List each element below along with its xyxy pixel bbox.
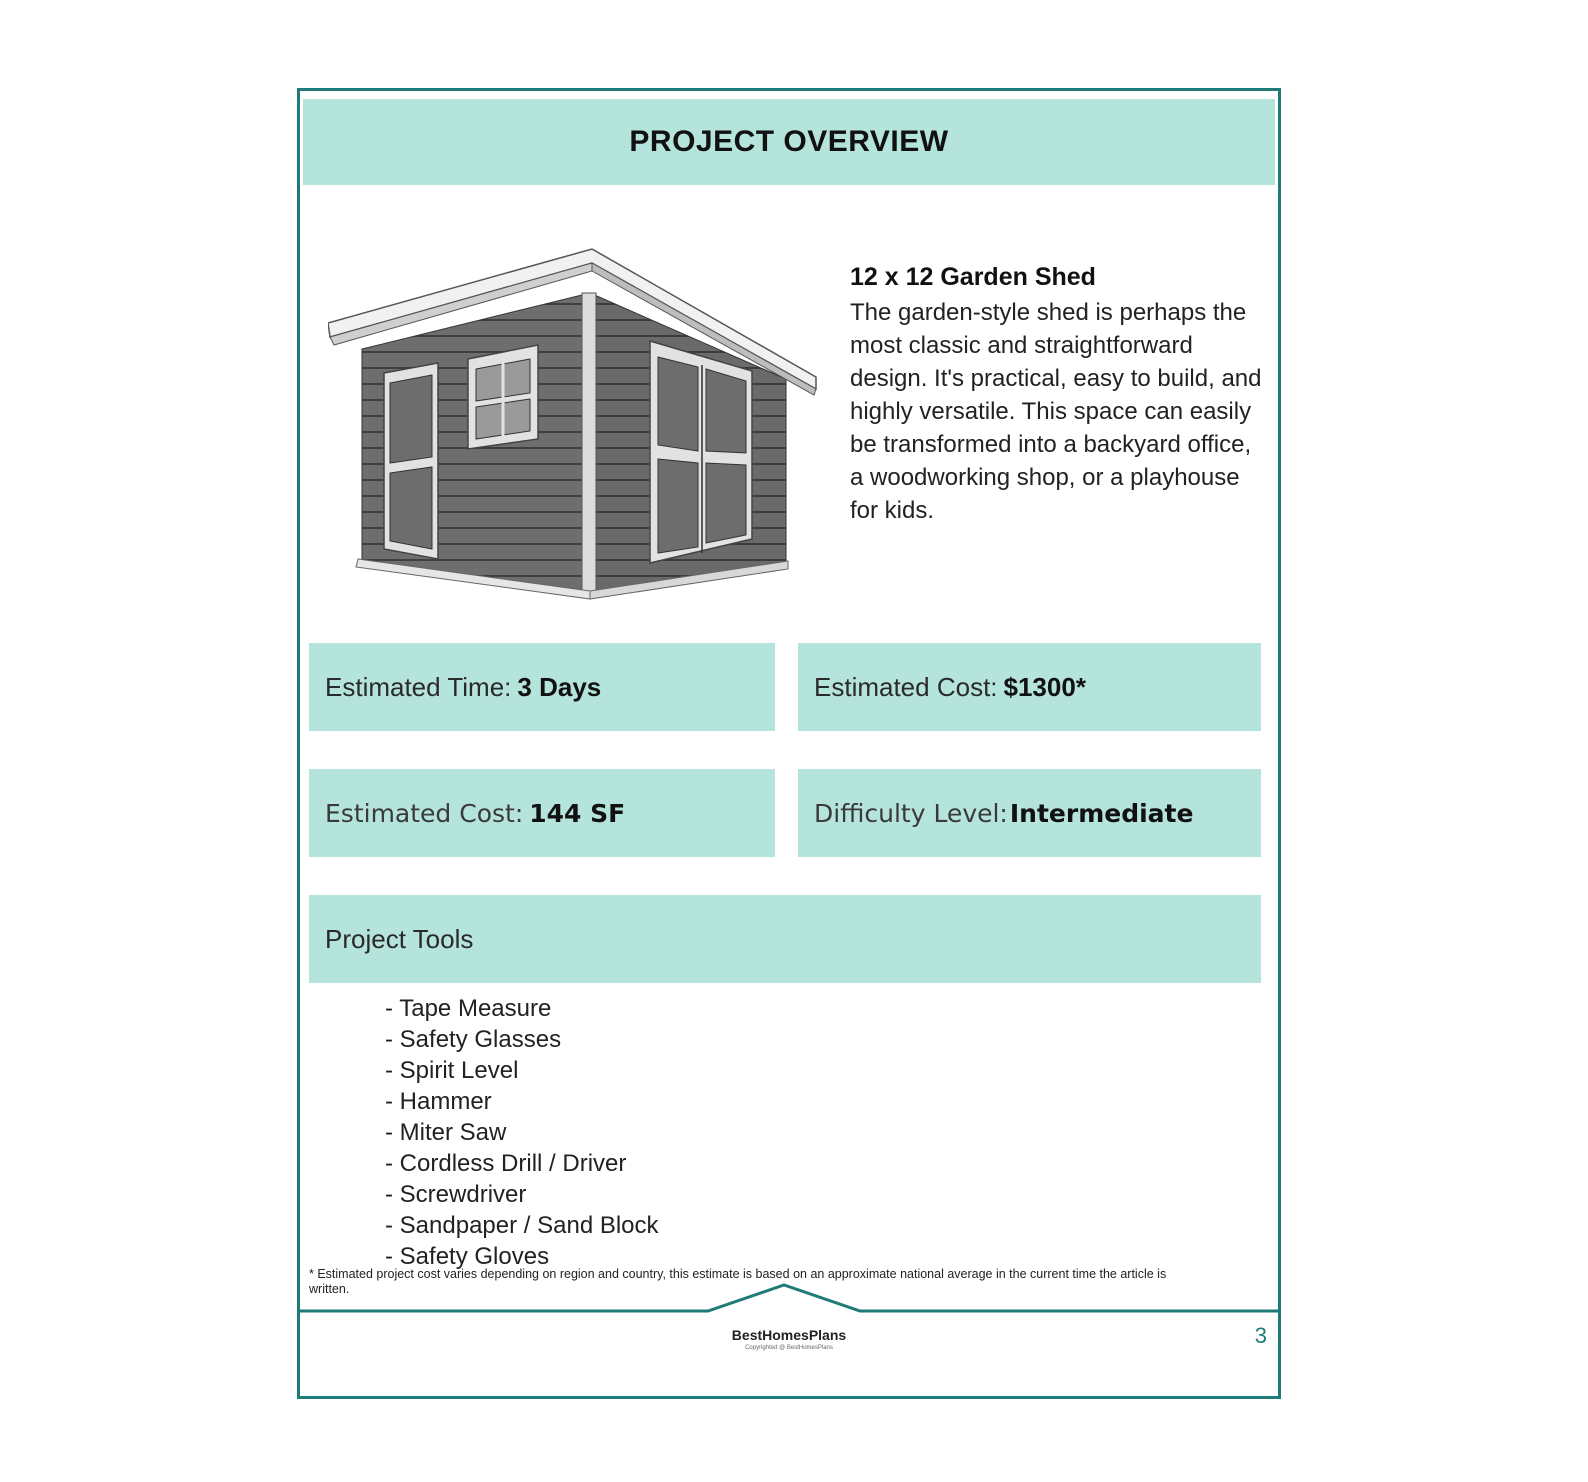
- stat-label: Estimated Cost:: [325, 798, 524, 828]
- brand-logo-text: BestHomesPlans: [731, 1327, 847, 1343]
- estimated-area-box: [309, 769, 775, 857]
- list-item: - Safety Glasses: [385, 1024, 659, 1055]
- page-title: PROJECT OVERVIEW: [629, 125, 949, 158]
- stat-value: $1300*: [1003, 671, 1086, 702]
- project-summary: The garden-style shed is perhaps the most classic and straightforward design. It's practical, easy to build, and highly versatile. This space can easily be transformed into a backyard office, a woodworking shop, or a playhouse for kids.: [850, 299, 1262, 524]
- stat-value: Intermediate: [1009, 798, 1194, 828]
- tools-list: [385, 993, 659, 1272]
- header-banner: [303, 99, 1275, 185]
- document-page: [297, 88, 1281, 1399]
- project-description: [850, 263, 1270, 527]
- list-item: - Hammer: [385, 1086, 659, 1117]
- project-tools-heading: [309, 895, 1261, 983]
- list-item: - Screwdriver: [385, 1179, 659, 1210]
- list-item: - Sandpaper / Sand Block: [385, 1210, 659, 1241]
- estimated-time-box: [309, 643, 775, 731]
- list-item: - Safety Gloves: [385, 1241, 659, 1272]
- shed-illustration: [328, 241, 828, 611]
- tools-heading-label: Project Tools: [325, 923, 474, 954]
- stat-label: Estimated Time:: [325, 671, 512, 702]
- project-name: 12 x 12 Garden Shed: [850, 263, 1096, 291]
- stat-value: 3 Days: [517, 671, 602, 702]
- stat-label: Estimated Cost:: [814, 671, 998, 702]
- list-item: - Miter Saw: [385, 1117, 659, 1148]
- difficulty-level-box: [798, 769, 1261, 857]
- cost-footnote: * Estimated project cost varies depending on region and country, this estimate is based on an approximate national average in the current time the article is written.: [309, 1267, 1167, 1296]
- page-number: 3: [1254, 1323, 1267, 1348]
- stat-value: 144 SF: [529, 798, 626, 828]
- footer-roof-divider: [300, 1281, 1278, 1321]
- estimated-cost-box: [798, 643, 1261, 731]
- copyright-text: Copyrighted @ BestHomesPlans: [745, 1345, 833, 1351]
- list-item: - Tape Measure: [385, 993, 659, 1024]
- list-item: - Spirit Level: [385, 1055, 659, 1086]
- stat-label: Difficulty Level:: [814, 798, 1008, 828]
- list-item: - Cordless Drill / Driver: [385, 1148, 659, 1179]
